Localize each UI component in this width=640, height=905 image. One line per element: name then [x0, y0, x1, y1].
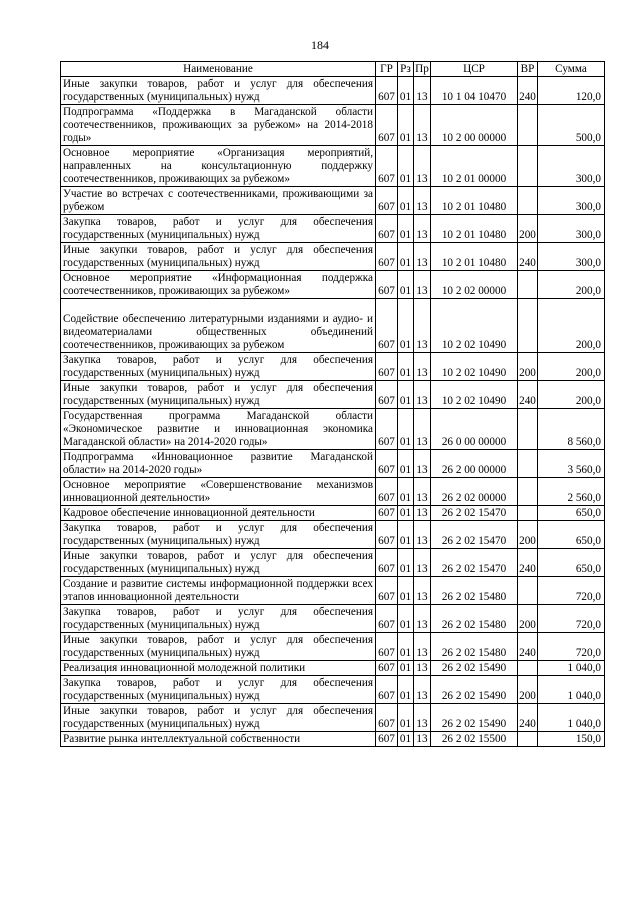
table-row: [61, 243, 605, 271]
table-row: [61, 732, 605, 747]
cell-vr: 240: [518, 381, 538, 409]
header-name: Наименование: [61, 62, 376, 77]
cell-sum: 720,0: [538, 605, 605, 633]
table-row: [61, 299, 605, 353]
cell-gr: 607: [376, 521, 398, 549]
cell-vr: 200: [518, 353, 538, 381]
cell-sum: 650,0: [538, 549, 605, 577]
cell-name: Иные закупки товаров, работ и услуг для обеспечения государственных (муниципальных) нужд: [61, 549, 376, 577]
cell-name: Кадровое обеспечение инновационной деятельности: [61, 506, 376, 521]
cell-sum: 200,0: [538, 271, 605, 299]
cell-rz: 01: [398, 633, 414, 661]
cell-name: Иные закупки товаров, работ и услуг для обеспечения государственных (муниципальных) нужд: [61, 704, 376, 732]
cell-pr: 13: [414, 353, 431, 381]
header-rz: Рз: [398, 62, 414, 77]
cell-csr: 10 2 02 10490: [431, 353, 518, 381]
cell-sum: 3 560,0: [538, 450, 605, 478]
table-row: [61, 633, 605, 661]
cell-rz: 01: [398, 478, 414, 506]
cell-vr: 240: [518, 633, 538, 661]
cell-pr: 13: [414, 243, 431, 271]
cell-gr: 607: [376, 577, 398, 605]
cell-sum: 120,0: [538, 77, 605, 105]
cell-pr: 13: [414, 215, 431, 243]
table-row: [61, 271, 605, 299]
cell-vr: [518, 732, 538, 747]
cell-name: Иные закупки товаров, работ и услуг для обеспечения государственных (муниципальных) нужд: [61, 381, 376, 409]
cell-csr: 10 2 01 00000: [431, 146, 518, 187]
cell-csr: 26 2 02 15490: [431, 661, 518, 676]
cell-vr: 240: [518, 243, 538, 271]
cell-csr: 26 2 02 15490: [431, 676, 518, 704]
cell-rz: 01: [398, 450, 414, 478]
cell-gr: 607: [376, 105, 398, 146]
cell-pr: 13: [414, 146, 431, 187]
page-number: 184: [311, 38, 329, 52]
cell-name: Основное мероприятие «Организация мероприятий, направленных на консультационную поддержку соотечественников, проживающих за рубежом»: [61, 146, 376, 187]
cell-vr: 200: [518, 215, 538, 243]
cell-csr: 10 2 00 00000: [431, 105, 518, 146]
cell-rz: 01: [398, 732, 414, 747]
table-row: [61, 353, 605, 381]
cell-name: Иные закупки товаров, работ и услуг для обеспечения государственных (муниципальных) нужд: [61, 243, 376, 271]
table-row: [61, 105, 605, 146]
cell-vr: [518, 450, 538, 478]
header-sum: Сумма: [538, 62, 605, 77]
cell-csr: 10 2 02 10490: [431, 381, 518, 409]
cell-rz: 01: [398, 146, 414, 187]
table-row: [61, 577, 605, 605]
cell-name: Основное мероприятие «Информационная поддержка соотечественников, проживающих за рубежом»: [61, 271, 376, 299]
cell-pr: 13: [414, 77, 431, 105]
cell-vr: [518, 409, 538, 450]
cell-sum: 1 040,0: [538, 661, 605, 676]
cell-sum: 1 040,0: [538, 676, 605, 704]
cell-gr: 607: [376, 146, 398, 187]
cell-name: Содействие обеспечению литературными изданиями и аудио- и видеоматериалами общественных объединений соотечественников, проживающих за рубежом: [61, 299, 376, 353]
cell-gr: 607: [376, 478, 398, 506]
cell-pr: 13: [414, 577, 431, 605]
cell-pr: 13: [414, 409, 431, 450]
cell-gr: 607: [376, 215, 398, 243]
cell-csr: 10 1 04 10470: [431, 77, 518, 105]
cell-gr: 607: [376, 732, 398, 747]
cell-pr: 13: [414, 105, 431, 146]
cell-rz: 01: [398, 187, 414, 215]
cell-sum: 300,0: [538, 187, 605, 215]
cell-pr: 13: [414, 661, 431, 676]
cell-sum: 300,0: [538, 243, 605, 271]
cell-csr: 26 2 00 00000: [431, 450, 518, 478]
cell-name: Развитие рынка интеллектуальной собственности: [61, 732, 376, 747]
cell-gr: 607: [376, 506, 398, 521]
cell-name: Закупка товаров, работ и услуг для обеспечения государственных (муниципальных) нужд: [61, 521, 376, 549]
cell-csr: 26 2 02 15480: [431, 633, 518, 661]
cell-sum: 150,0: [538, 732, 605, 747]
cell-vr: 200: [518, 605, 538, 633]
table-row: [61, 521, 605, 549]
table-row: [61, 478, 605, 506]
cell-gr: 607: [376, 271, 398, 299]
table-row: [61, 215, 605, 243]
cell-name: Подпрограмма «Поддержка в Магаданской области соотечественников, проживающих за рубежом» на 2014-2018 годы»: [61, 105, 376, 146]
cell-rz: 01: [398, 549, 414, 577]
header-csr: ЦСР: [431, 62, 518, 77]
cell-csr: 26 2 02 15500: [431, 732, 518, 747]
cell-rz: 01: [398, 577, 414, 605]
cell-csr: 26 2 02 15490: [431, 704, 518, 732]
cell-csr: 26 2 02 15480: [431, 605, 518, 633]
cell-sum: 650,0: [538, 521, 605, 549]
table-row: [61, 450, 605, 478]
cell-rz: 01: [398, 676, 414, 704]
cell-gr: 607: [376, 299, 398, 353]
cell-vr: [518, 299, 538, 353]
cell-sum: 720,0: [538, 577, 605, 605]
cell-vr: 200: [518, 521, 538, 549]
header-vr: ВР: [518, 62, 538, 77]
cell-csr: 10 2 01 10480: [431, 187, 518, 215]
cell-csr: 26 2 02 15470: [431, 549, 518, 577]
table-row: [61, 409, 605, 450]
cell-gr: 607: [376, 704, 398, 732]
cell-vr: 200: [518, 676, 538, 704]
cell-gr: 607: [376, 633, 398, 661]
cell-sum: 1 040,0: [538, 704, 605, 732]
cell-rz: 01: [398, 215, 414, 243]
cell-rz: 01: [398, 353, 414, 381]
header-pr: Пр: [415, 62, 429, 75]
cell-vr: 240: [518, 77, 538, 105]
cell-pr: 13: [414, 704, 431, 732]
cell-pr: 13: [414, 478, 431, 506]
cell-sum: 200,0: [538, 381, 605, 409]
cell-pr: 13: [414, 521, 431, 549]
cell-rz: 01: [398, 77, 414, 105]
cell-pr: 13: [414, 299, 431, 353]
cell-csr: 26 2 02 00000: [431, 478, 518, 506]
cell-pr: 13: [414, 633, 431, 661]
cell-name: Закупка товаров, работ и услуг для обеспечения государственных (муниципальных) нужд: [61, 353, 376, 381]
cell-vr: 240: [518, 549, 538, 577]
cell-vr: 240: [518, 704, 538, 732]
table-row: [61, 549, 605, 577]
cell-sum: 300,0: [538, 146, 605, 187]
cell-pr: 13: [414, 271, 431, 299]
cell-pr: 13: [414, 605, 431, 633]
table-row: [61, 146, 605, 187]
cell-pr: 13: [414, 676, 431, 704]
cell-gr: 607: [376, 77, 398, 105]
cell-sum: 2 560,0: [538, 478, 605, 506]
cell-rz: 01: [398, 271, 414, 299]
cell-rz: 01: [398, 521, 414, 549]
cell-sum: 720,0: [538, 633, 605, 661]
cell-rz: 01: [398, 704, 414, 732]
cell-name: Закупка товаров, работ и услуг для обеспечения государственных (муниципальных) нужд: [61, 605, 376, 633]
cell-pr: 13: [414, 506, 431, 521]
cell-sum: 200,0: [538, 353, 605, 381]
cell-vr: [518, 506, 538, 521]
cell-csr: 10 2 01 10480: [431, 215, 518, 243]
cell-name: Создание и развитие системы информационной поддержки всех этапов инновационной деятельности: [61, 577, 376, 605]
cell-name: Государственная программа Магаданской области «Экономическое развитие и инновационная экономика Магаданской области» на 2014-2020 годы»: [61, 409, 376, 450]
table-row: [61, 704, 605, 732]
cell-csr: 26 0 00 00000: [431, 409, 518, 450]
cell-csr: 26 2 02 15470: [431, 506, 518, 521]
cell-pr: 13: [414, 381, 431, 409]
cell-vr: [518, 105, 538, 146]
cell-rz: 01: [398, 409, 414, 450]
cell-name: Основное мероприятие «Совершенствование механизмов инновационной деятельности»: [61, 478, 376, 506]
cell-rz: 01: [398, 243, 414, 271]
table-row: [61, 187, 605, 215]
cell-gr: 607: [376, 353, 398, 381]
cell-pr: 13: [414, 450, 431, 478]
table-row: [61, 381, 605, 409]
cell-name: Подпрограмма «Инновационное развитие Магаданской области» на 2014-2020 годы»: [61, 450, 376, 478]
cell-gr: 607: [376, 450, 398, 478]
cell-gr: 607: [376, 605, 398, 633]
cell-sum: 300,0: [538, 215, 605, 243]
cell-rz: 01: [398, 381, 414, 409]
cell-name: Иные закупки товаров, работ и услуг для обеспечения государственных (муниципальных) нужд: [61, 77, 376, 105]
header-gr: ГР: [376, 62, 398, 77]
cell-gr: 607: [376, 676, 398, 704]
cell-gr: 607: [376, 661, 398, 676]
cell-name: Участие во встречах с соотечественниками, проживающими за рубежом: [61, 187, 376, 215]
table-body: [61, 77, 605, 747]
cell-vr: [518, 661, 538, 676]
table-row: [61, 605, 605, 633]
cell-name: Закупка товаров, работ и услуг для обеспечения государственных (муниципальных) нужд: [61, 676, 376, 704]
cell-csr: 26 2 02 15480: [431, 577, 518, 605]
cell-rz: 01: [398, 299, 414, 353]
cell-sum: 650,0: [538, 506, 605, 521]
budget-table: [60, 61, 605, 747]
cell-name: Реализация инновационной молодежной политики: [61, 661, 376, 676]
cell-vr: [518, 478, 538, 506]
cell-sum: 500,0: [538, 105, 605, 146]
cell-rz: 01: [398, 661, 414, 676]
cell-pr: 13: [414, 549, 431, 577]
cell-rz: 01: [398, 105, 414, 146]
cell-csr: 10 2 01 10480: [431, 243, 518, 271]
table-row: [61, 506, 605, 521]
cell-gr: 607: [376, 187, 398, 215]
cell-name: Закупка товаров, работ и услуг для обеспечения государственных (муниципальных) нужд: [61, 215, 376, 243]
cell-pr: 13: [414, 187, 431, 215]
cell-gr: 607: [376, 409, 398, 450]
cell-vr: [518, 187, 538, 215]
table-row: [61, 676, 605, 704]
cell-rz: 01: [398, 605, 414, 633]
table-row: [61, 661, 605, 676]
cell-gr: 607: [376, 243, 398, 271]
cell-vr: [518, 577, 538, 605]
cell-rz: 01: [398, 506, 414, 521]
cell-name: Иные закупки товаров, работ и услуг для обеспечения государственных (муниципальных) нужд: [61, 633, 376, 661]
cell-sum: 200,0: [538, 299, 605, 353]
cell-csr: 26 2 02 15470: [431, 521, 518, 549]
cell-csr: 10 2 02 00000: [431, 271, 518, 299]
cell-pr: 13: [414, 732, 431, 747]
cell-vr: [518, 146, 538, 187]
table-header-row: [61, 62, 605, 77]
table-row: [61, 77, 605, 105]
cell-vr: [518, 271, 538, 299]
cell-csr: 10 2 02 10490: [431, 299, 518, 353]
cell-gr: 607: [376, 381, 398, 409]
cell-gr: 607: [376, 549, 398, 577]
cell-sum: 8 560,0: [538, 409, 605, 450]
